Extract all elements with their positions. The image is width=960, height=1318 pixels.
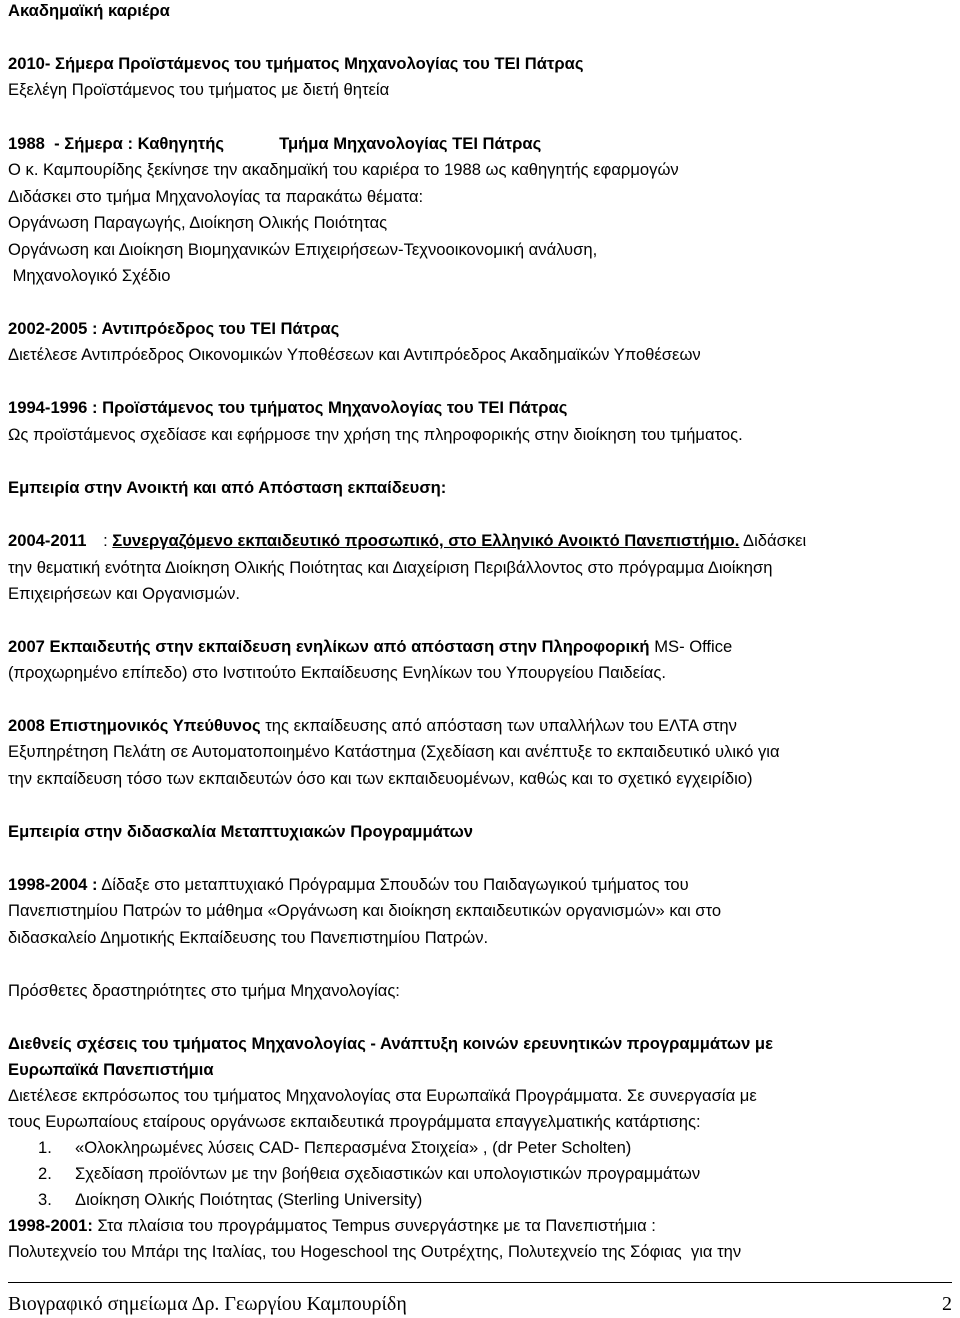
s1-title: 2010- Σήμερα Προϊστάμενος του τμήματος Μηχανολογίας του ΤΕΙ Πάτρας [8, 54, 584, 73]
s4-line: Ως προϊστάμενος σχεδίασε και εφήρμοσε την χρήση της πληροφορικής στην διοίκηση του τμήματος. [8, 425, 743, 444]
s8-line-3: διδασκαλείο Δημοτικής Εκπαίδευσης του Πανεπιστημίου Πατρών. [8, 928, 489, 947]
s2-line-5: Μηχανολογικό Σχέδιο [8, 266, 171, 285]
s7-bold: 2008 Επιστημονικός Υπεύθυνος [8, 716, 261, 735]
s7-line-1 [8, 715, 952, 737]
s2-line-2: Διδάσκει στο τμήμα Μηχανολογίας τα παρακάτω θέματα: [8, 187, 424, 206]
s9-title-line-1: Διεθνείς σχέσεις του τμήματος Μηχανολογίας - Ανάπτυξη κοινών ερευνητικών προγραμμάτων με [8, 1034, 773, 1053]
list-item-3-number: 3. [38, 1190, 52, 1209]
s9-line-1: Διετέλεσε εκπρόσωπος του τμήματος Μηχανολογίας στα Ευρωπαϊκά Προγράμματα. Σε συνεργασία με [8, 1086, 757, 1105]
s5-line-2: την θεματική ενότητα Διοίκηση Ολικής Ποιότητας και Διαχείριση Περιβάλλοντος στο πρόγραμμα Διοίκηση [8, 558, 773, 577]
s6-line-2: (προχωρημένο επίπεδο) στο Ινστιτούτο Εκπαίδευσης Ενηλίκων του Υπουργείου Παιδείας. [8, 663, 666, 682]
list-item-3-text: Διοίκηση Ολικής Ποιότητας (Sterling University) [75, 1190, 423, 1209]
s7-rest: της εκπαίδευσης από απόσταση των υπαλλήλων του ΕΛΤΑ στην [260, 716, 737, 735]
footer-text: Βιογραφικό σημείωμα Δρ. Γεωργίου Καμπουρίδη [8, 1293, 407, 1315]
s10-line-2: Πολυτεχνείο του Μπάρι της Ιταλίας, του Hogeschool της Ουτρέχτης, Πολυτεχνείο της Σόφιας για την [8, 1242, 742, 1261]
heading-academic-career: Ακαδημαϊκή καριέρα [8, 1, 170, 20]
s2-title-b: Τμήμα Μηχανολογίας ΤΕΙ Πάτρας [279, 134, 542, 153]
heading-open-education: Εμπειρία στην Ανοικτή και από Απόσταση εκπαίδευση: [8, 478, 447, 497]
list-item-1-number: 1. [38, 1138, 52, 1157]
s7-line-3: την εκπαίδευση τόσο των εκπαιδευτών όσο και των εκπαιδευομένων, καθώς και το σχετικό εγχειρίδιο) [8, 769, 753, 788]
list-item-1-text: «Ολοκληρωμένες λύσεις CAD- Πεπερασμένα Στοιχεία» , (dr Peter Scholten) [75, 1138, 632, 1157]
footer [8, 1291, 952, 1317]
s10-line-1 [8, 1215, 952, 1237]
s8-line-1 [8, 874, 952, 896]
additional-activities: Πρόσθετες δραστηριότητες στο τμήμα Μηχανολογίας: [8, 981, 400, 1000]
s1-line: Εξελέγη Προϊστάμενος του τμήματος με διετή θητεία [8, 80, 390, 99]
s2-title-a: 1988 - Σήμερα : Καθηγητής [8, 134, 225, 153]
s3-title: 2002-2005 : Αντιπρόεδρος του ΤΕΙ Πάτρας [8, 319, 340, 338]
s2-line-3: Οργάνωση Παραγωγής, Διοίκηση Ολικής Ποιότητας [8, 213, 388, 232]
page-number: 2 [942, 1293, 952, 1315]
s3-line: Διετέλεσε Αντιπρόεδρος Οικονομικών Υποθέσεων και Αντιπρόεδρος Ακαδημαϊκών Υποθέσεων [8, 345, 701, 364]
s9-title-line-2: Ευρωπαϊκά Πανεπιστήμια [8, 1060, 214, 1079]
s6-line-1 [8, 636, 952, 658]
s5-sep: : [98, 531, 113, 550]
s6-rest: MS- Office [649, 637, 733, 656]
list-item-2-text: Σχεδίαση προϊόντων με την βοήθεια σχεδιαστικών και υπολογιστικών προγραμμάτων [75, 1164, 701, 1183]
s5-rest: Διδάσκει [739, 531, 807, 550]
s4-title: 1994-1996 : Προϊστάμενος του τμήματος Μηχανολογίας του ΤΕΙ Πάτρας [8, 398, 568, 417]
s5-line-1 [8, 530, 952, 552]
s2-title [8, 133, 952, 155]
s8-line-2: Πανεπιστημίου Πατρών το μάθημα «Οργάνωση και διοίκηση εκπαιδευτικών οργανισμών» και στο [8, 901, 722, 920]
s10-rest: Στα πλαίσια του προγράμματος Tempus συνεργάστηκε με τα Πανεπιστήμια : [92, 1216, 656, 1235]
s9-line-2: τους Ευρωπαίους εταίρους οργάνωσε εκπαιδευτικά προγράμματα επαγγελματικής κατάρτισης: [8, 1112, 701, 1131]
s8-rest: Δίδαξε στο μεταπτυχιακό Πρόγραμμα Σπουδών του Παιδαγωγικού τμήματος του [97, 875, 689, 894]
s6-bold: 2007 Εκπαιδευτής στην εκπαίδευση ενηλίκων από απόσταση στην Πληροφορική [8, 637, 650, 656]
s10-bold: 1998-2001: [8, 1216, 93, 1235]
s5-date: 2004-2011 [8, 531, 87, 550]
footer-divider [8, 1282, 952, 1283]
list-item-2-number: 2. [38, 1164, 52, 1183]
heading-postgraduate: Εμπειρία στην διδασκαλία Μεταπτυχιακών Προγραμμάτων [8, 822, 473, 841]
s5-role: Συνεργαζόμενο εκπαιδευτικό προσωπικό, στο Ελληνικό Ανοικτό Πανεπιστήμιο. [112, 531, 740, 550]
s7-line-2: Εξυπηρέτηση Πελάτη σε Αυτοματοποιημένο Κατάστημα (Σχεδίαση και ανέπτυξε το εκπαιδευτικό υλικό για [8, 742, 780, 761]
s2-line-1: Ο κ. Καμπουρίδης ξεκίνησε την ακαδημαϊκή του καριέρα το 1988 ως καθηγητής εφαρμογών [8, 160, 679, 179]
s8-bold: 1998-2004 : [8, 875, 98, 894]
s5-line-3: Επιχειρήσεων και Οργανισμών. [8, 584, 241, 603]
s2-line-4: Οργάνωση και Διοίκηση Βιομηχανικών Επιχειρήσεων-Τεχνοοικονομική ανάλυση, [8, 240, 598, 259]
